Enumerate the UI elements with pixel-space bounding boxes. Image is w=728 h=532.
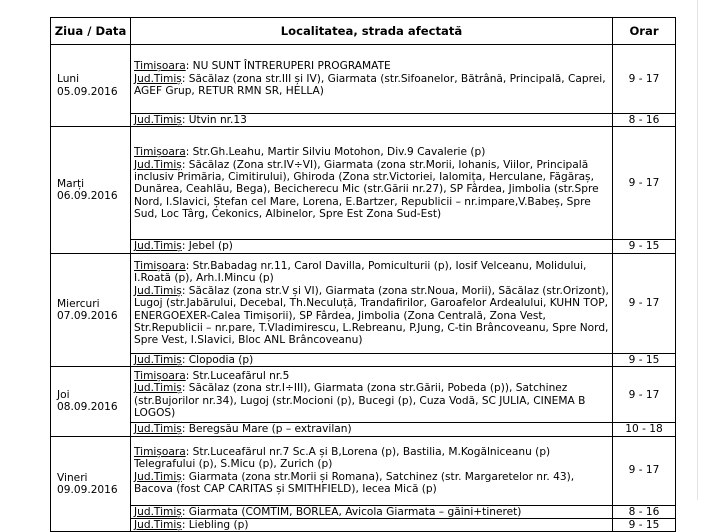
header-row bbox=[51, 18, 676, 45]
region-label: Timișoara bbox=[134, 60, 186, 73]
hours-cell: 9 - 15 bbox=[613, 353, 676, 366]
hours-cell: 8 - 16 bbox=[613, 505, 676, 518]
table-row bbox=[51, 505, 676, 518]
region-label: Jud.Timiș bbox=[134, 423, 182, 436]
location-cell bbox=[131, 519, 613, 532]
hours-cell: 9 - 17 bbox=[613, 436, 676, 505]
hours-cell: 9 - 17 bbox=[613, 367, 676, 423]
table-row bbox=[51, 127, 676, 240]
location-text: : Clopodia (p) bbox=[181, 353, 254, 366]
location-text: : Giarmata (zona str.Morii și Romana), Satchinez (str. Margaretelor nr. 43), Bacova (fost CAP CARITAS și SMITHFIELD), Iecea Mică (p) bbox=[134, 470, 575, 496]
hours-cell: 9 - 17 bbox=[613, 253, 676, 353]
day-cell: Joi 08.09.2016 bbox=[51, 367, 131, 436]
hours-cell: 9 - 15 bbox=[613, 519, 676, 532]
location-cell bbox=[131, 45, 613, 114]
location-text: : Str.Gh.Leahu, Martir Silviu Motohon, Div.9 Cavalerie (p) bbox=[185, 146, 486, 159]
table-row bbox=[51, 240, 676, 253]
region-label: Jud.Timiș bbox=[134, 158, 182, 171]
region-label: Jud.Timiș bbox=[134, 72, 182, 85]
table-row bbox=[51, 45, 676, 114]
table-row bbox=[51, 114, 676, 127]
location-cell bbox=[131, 436, 613, 505]
header-location: Localitatea, strada afectată bbox=[131, 18, 613, 45]
hours-cell: 9 - 17 bbox=[613, 127, 676, 240]
region-label: Timișoara bbox=[134, 146, 186, 159]
region-label: Timișoara bbox=[134, 259, 186, 272]
hours-cell: 10 - 18 bbox=[613, 423, 676, 436]
region-label: Jud.Timiș bbox=[134, 382, 182, 395]
hours-cell: 9 - 17 bbox=[613, 45, 676, 114]
header-hours: Orar bbox=[613, 18, 676, 45]
location-cell bbox=[131, 423, 613, 436]
location-text: : Liebling (p) bbox=[181, 519, 249, 532]
table-row bbox=[51, 519, 676, 532]
region-label: Jud.Timiș bbox=[134, 505, 182, 518]
location-text: : Săcălaz (zona str.V și VI), Giarmata (zona str.Noua, Morii), Săcălaz (str.Orizont), Lugoj (str.Jabărului, Decebal, Th.Neculuță, Trandafirilor, Garoafelor Ardealului, KUHN TOP, ENERGOEXER-Calea Timișorii), SP Fârdea, Jimbolia (Zona Centrală, Zona Vest, Str.Republicii – nr.pare, T.Vladimirescu, L.Rebreanu, P.Jung, C-tin Brâncoveanu, Spre Nord, Spre Vest, I.Slavici, Bloc ANL Brâncoveanu) bbox=[134, 284, 609, 347]
location-cell bbox=[131, 505, 613, 518]
table-row bbox=[51, 253, 676, 353]
header-day: Ziua / Data bbox=[51, 18, 131, 45]
region-label: Timișoara bbox=[134, 369, 186, 382]
location-cell bbox=[131, 240, 613, 253]
location-cell bbox=[131, 253, 613, 353]
region-label: Jud.Timiș bbox=[134, 470, 182, 483]
location-text: : Săcălaz (zona str.I÷III), Giarmata (zona str.Gării, Pobeda (p)), Satchinez (str.Bujorilor nr.34), Lugoj (str.Mocioni (p), Bucegi (p), Cuza Vodă, SC JULIA, CINEMA B LOGOS) bbox=[134, 382, 586, 420]
hours-cell: 9 - 15 bbox=[613, 240, 676, 253]
region-label: Timișoara bbox=[134, 445, 186, 458]
table-row bbox=[51, 423, 676, 436]
location-text: : Giarmata (COMTIM, BORLEA, Avicola Giarmata – găini+tineret) bbox=[181, 505, 522, 518]
location-text: : NU SUNT ÎNTRERUPERI PROGRAMATE bbox=[185, 60, 391, 73]
region-label: Jud.Timiș bbox=[134, 284, 182, 297]
location-text: : Str.Luceafărul nr.7 Sc.A și B,Lorena (p), Bastilia, M.Kogălniceanu (p) Telegrafului (p), S.Micu (p), Zurich (p) bbox=[134, 445, 551, 471]
location-cell bbox=[131, 353, 613, 366]
location-text: : Str.Luceafărul nr.5 bbox=[185, 369, 290, 382]
outage-schedule-table bbox=[50, 17, 676, 532]
region-label: Jud.Timiș bbox=[134, 240, 182, 253]
location-text: : Beregsău Mare (p – extravilan) bbox=[181, 423, 352, 436]
table-row bbox=[51, 436, 676, 505]
location-cell bbox=[131, 127, 613, 240]
location-cell bbox=[131, 367, 613, 423]
region-label: Jud.Timiș bbox=[134, 353, 182, 366]
day-cell: Marți 06.09.2016 bbox=[51, 127, 131, 253]
page-edge bbox=[697, 0, 698, 500]
region-label: Jud.Timiș bbox=[134, 114, 182, 126]
hours-cell: 8 - 16 bbox=[613, 114, 676, 127]
location-text: : Săcălaz (Zona str.IV÷VI), Giarmata (zona str.Morii, Iohanis, Viilor, Principală inclusiv Primăria, Cimitirului), Ghiroda (Zona str.Victoriei, Ialomița, Herculane, Făgăraș, Dunărea, Ceahlău, Bega), Becicherecu Mic (str.Gării nr.27), SP Fârdea, Jimbolia (str.Spre Nord, I.Slavici, Ștefan cel Mare, Lorena, E.Bartzer, Republicii – nr.impare,V.Babeș, Spre Sud, Loc Târg, Cekonics, Albinelor, Spre Est Zona Sud-Est) bbox=[134, 158, 599, 221]
table-row bbox=[51, 367, 676, 423]
day-cell: Miercuri 07.09.2016 bbox=[51, 253, 131, 366]
location-text: : Str.Babadag nr.11, Carol Davilla, Pomiculturii (p), Iosif Velceanu, Molidului, I.Roată (p), Arh.I.Mincu (p) bbox=[134, 259, 587, 285]
location-text: : Utvin nr.13 bbox=[181, 114, 247, 126]
location-text: : Săcălaz (zona str.III și IV), Giarmata (str.Sifoanelor, Bătrână, Principală, Caprei, AGEF Grup, RETUR RMN SR, HELLA) bbox=[134, 72, 606, 98]
location-text: : Jebel (p) bbox=[181, 240, 233, 253]
location-cell bbox=[131, 114, 613, 127]
day-cell: Luni 05.09.2016 bbox=[51, 45, 131, 127]
day-cell: Vineri 09.09.2016 bbox=[51, 436, 131, 532]
table-row bbox=[51, 353, 676, 366]
region-label: Jud.Timiș bbox=[134, 519, 182, 532]
